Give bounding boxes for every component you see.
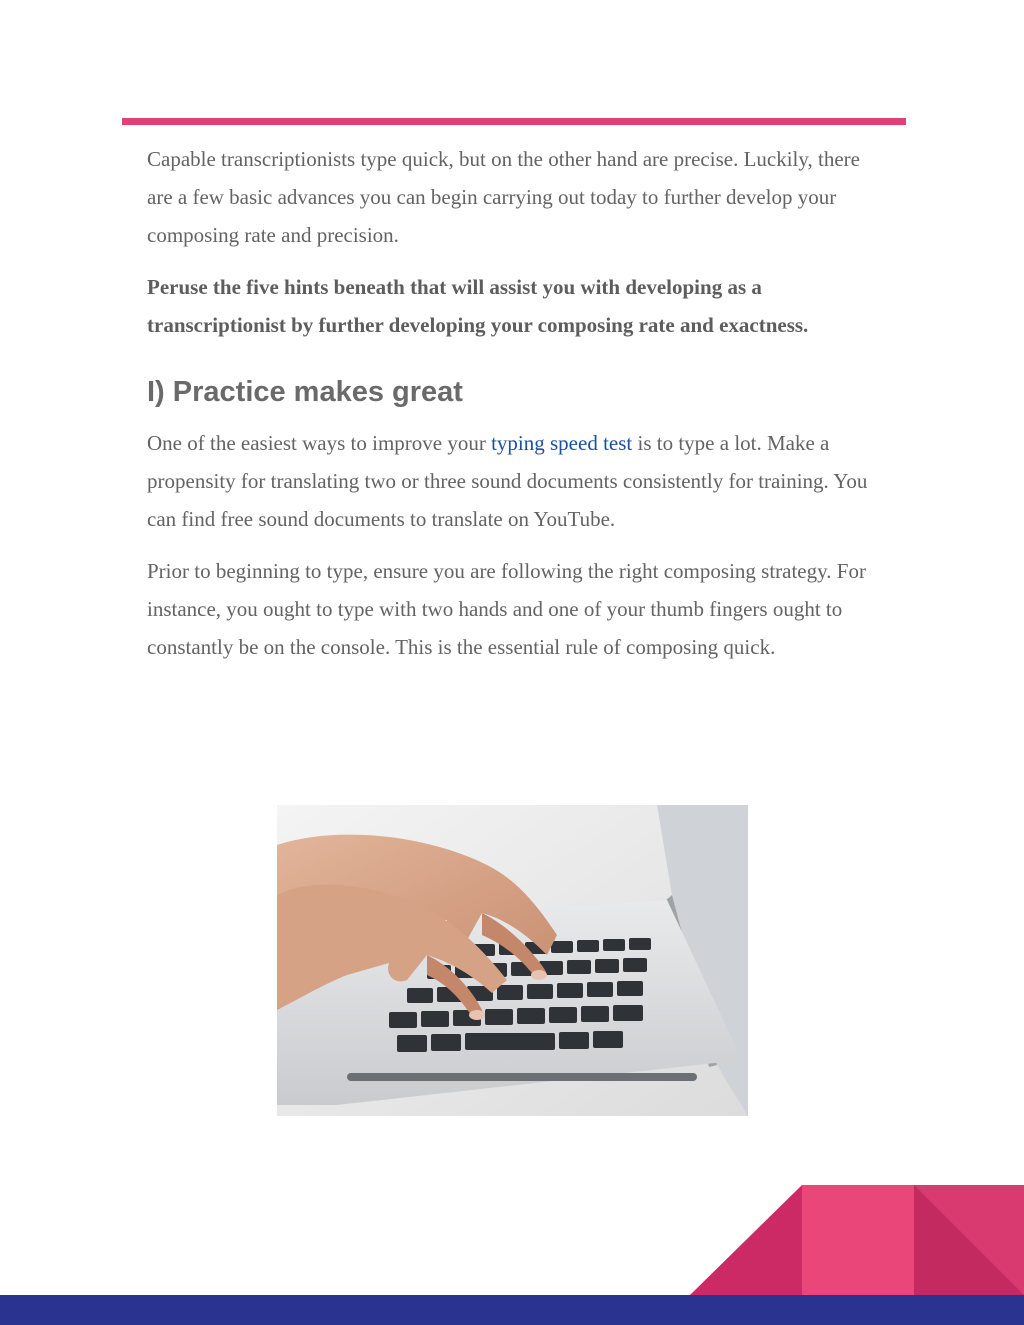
footer-bar	[0, 1295, 1024, 1325]
intro-paragraph: Capable transcriptionists type quick, but on the other hand are precise. Luckily, there are a few basic advances you can begin carrying out today to further develop your composing rate and precision.	[147, 147, 860, 247]
technique-paragraph: Prior to beginning to type, ensure you are following the right composing strategy. For instance, you ought to type with two hands and one of your thumb fingers ought to constantly be on the console. This is the essential rule of composing quick.	[147, 559, 866, 659]
practice-text-end: is to type a lot. Make a propensity for translating two or three sound documents consistently for training. You can find free sound documents to translate on YouTube.	[147, 431, 868, 531]
laptop-typing-illustration	[277, 805, 748, 1116]
practice-paragraph	[147, 424, 887, 538]
section-heading: I) Practice makes great	[147, 376, 463, 408]
laptop-typing-photo	[277, 805, 748, 1116]
practice-text-start: One of the easiest ways to improve your	[147, 431, 492, 455]
top-accent-rule	[122, 118, 906, 125]
lead-paragraph: Peruse the five hints beneath that will assist you with developing as a transcriptionist by further developing your composing rate and exactness.	[147, 275, 809, 337]
typing-speed-test-link[interactable]: typing speed test	[491, 431, 633, 455]
article-body	[147, 140, 887, 680]
corner-decoration	[690, 1185, 1024, 1295]
